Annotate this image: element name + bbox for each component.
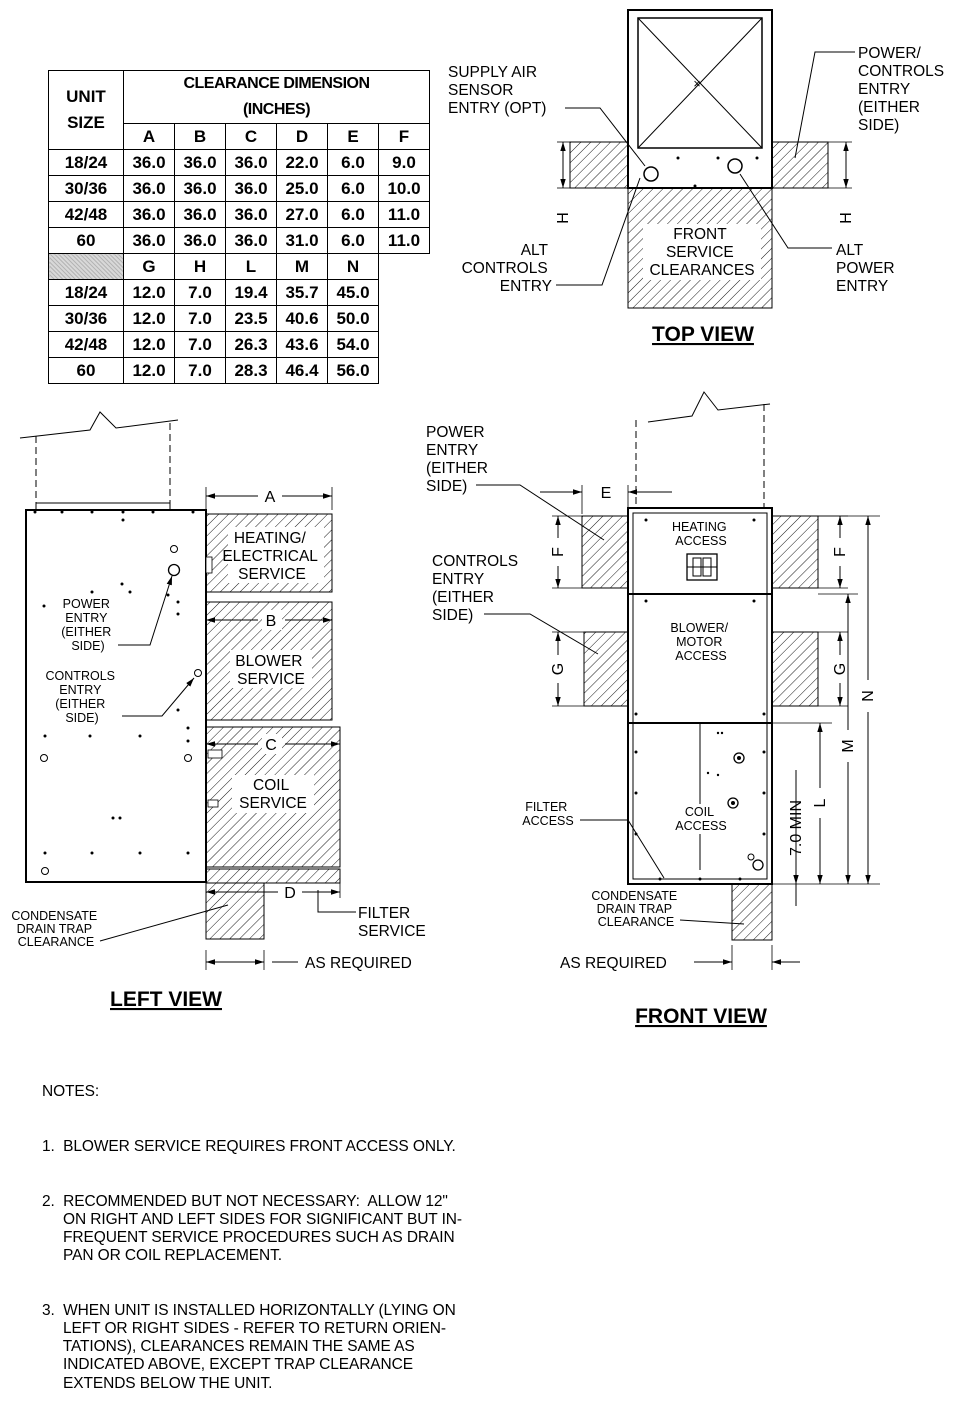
coil-service-label: COIL SERVICE bbox=[239, 777, 307, 812]
column-header-d: D bbox=[277, 124, 328, 150]
alt-power-entry-label: ALT POWER ENTRY bbox=[836, 242, 895, 295]
value-cell: 7.0 bbox=[175, 332, 226, 358]
left-condensate-clearance-area bbox=[206, 883, 264, 939]
front-condensate-label: CONDENSATE DRAIN TRAP CLEARANCE bbox=[591, 889, 678, 929]
front-view bbox=[426, 392, 880, 1028]
value-cell: 45.0 bbox=[328, 280, 379, 306]
value-cell: 40.6 bbox=[277, 306, 328, 332]
value-cell: 11.0 bbox=[379, 228, 430, 254]
column-header-l: L bbox=[226, 254, 277, 280]
top-right-clearance bbox=[772, 142, 828, 188]
column-header-f: F bbox=[379, 124, 430, 150]
value-cell: 36.0 bbox=[175, 150, 226, 176]
front-service-clearances-label: FRONT SERVICE CLEARANCES bbox=[649, 226, 755, 279]
column-header-b: B bbox=[175, 124, 226, 150]
column-header-e: E bbox=[328, 124, 379, 150]
unit-size-cell: 42/48 bbox=[49, 202, 124, 228]
value-cell: 6.0 bbox=[328, 202, 379, 228]
column-header-c: C bbox=[226, 124, 277, 150]
left-power-entry-label: POWER ENTRY (EITHER SIDE) bbox=[61, 597, 112, 653]
unit-size-cell: 60 bbox=[49, 228, 124, 254]
value-cell: 26.3 bbox=[226, 332, 277, 358]
value-cell: 36.0 bbox=[226, 150, 277, 176]
note-3: 3. WHEN UNIT IS INSTALLED HORIZONTALLY (LYING ON LEFT OR RIGHT SIDES - REFER TO RETURN ORIEN- TATIONS), CLEARANCES REMAIN THE SAME AS INDICATED ABOVE, EXCEPT TRAP CLEARANCE EXTENDS BELOW THE UNIT. bbox=[42, 1301, 456, 1392]
value-cell: 12.0 bbox=[124, 306, 175, 332]
value-cell: 6.0 bbox=[328, 228, 379, 254]
front-controls-entry-label: CONTROLS ENTRY (EITHER SIDE) bbox=[432, 553, 519, 624]
value-cell: 43.6 bbox=[277, 332, 328, 358]
value-cell: 36.0 bbox=[175, 228, 226, 254]
value-cell: 36.0 bbox=[175, 176, 226, 202]
front-condensate-clearance-area bbox=[732, 884, 772, 940]
value-cell: 10.0 bbox=[379, 176, 430, 202]
filter-service-area bbox=[206, 869, 340, 883]
column-header-n: N bbox=[328, 254, 379, 280]
dim-7-min: 7.0 MIN bbox=[788, 799, 805, 857]
value-cell: 7.0 bbox=[175, 358, 226, 384]
left-as-required-label: AS REQUIRED bbox=[305, 955, 412, 972]
dim-h-left: H bbox=[555, 212, 572, 224]
unit-size-cell: 60 bbox=[49, 358, 124, 384]
front-right-power-clearance bbox=[772, 516, 818, 588]
value-cell: 12.0 bbox=[124, 332, 175, 358]
dim-g-left: G bbox=[550, 662, 567, 676]
value-cell: 36.0 bbox=[124, 228, 175, 254]
value-cell: 36.0 bbox=[124, 176, 175, 202]
unit-size-cell: 30/36 bbox=[49, 176, 124, 202]
unit-size-cell: 18/24 bbox=[49, 150, 124, 176]
notes-heading: NOTES: bbox=[42, 1083, 100, 1101]
front-power-entry-label: POWER ENTRY (EITHER SIDE) bbox=[426, 424, 488, 495]
value-cell: 31.0 bbox=[277, 228, 328, 254]
blower-motor-access-label: BLOWER/ MOTOR ACCESS bbox=[670, 621, 729, 663]
svg-text:×: × bbox=[693, 77, 701, 91]
alt-controls-entry-label: ALT CONTROLS ENTRY bbox=[461, 242, 552, 295]
dim-d: D bbox=[284, 885, 296, 902]
filter-service-label: FILTER SERVICE bbox=[358, 905, 426, 940]
top-view-title: TOP VIEW bbox=[652, 323, 754, 346]
left-view bbox=[11, 412, 425, 1011]
value-cell: 36.0 bbox=[226, 176, 277, 202]
top-unit-outline bbox=[628, 10, 772, 188]
value-cell: 12.0 bbox=[124, 358, 175, 384]
coil-access-label: COIL ACCESS bbox=[675, 805, 727, 833]
front-right-controls-clearance bbox=[772, 632, 818, 706]
alt-power-entry-hole bbox=[728, 159, 742, 173]
value-cell: 27.0 bbox=[277, 202, 328, 228]
sensor-entry-hole bbox=[644, 167, 658, 181]
value-cell: 56.0 bbox=[328, 358, 379, 384]
heating-access-label: HEATING ACCESS bbox=[671, 520, 727, 548]
value-cell: 7.0 bbox=[175, 306, 226, 332]
filter-access-label: FILTER ACCESS bbox=[522, 800, 574, 828]
note-1: 1. BLOWER SERVICE REQUIRES FRONT ACCESS ONLY. bbox=[42, 1138, 456, 1156]
column-header-h: H bbox=[175, 254, 226, 280]
value-cell: 35.7 bbox=[277, 280, 328, 306]
dim-l: L bbox=[812, 798, 829, 808]
top-view bbox=[448, 10, 948, 346]
clearance-dimension-header: CLEARANCE DIMENSION (INCHES) bbox=[124, 71, 430, 124]
value-cell: 36.0 bbox=[124, 202, 175, 228]
value-cell: 28.3 bbox=[226, 358, 277, 384]
value-cell: 6.0 bbox=[328, 176, 379, 202]
value-cell: 36.0 bbox=[175, 202, 226, 228]
left-condensate-label: CONDENSATE DRAIN TRAP CLEARANCE bbox=[11, 909, 98, 949]
front-as-required-label: AS REQUIRED bbox=[560, 955, 667, 972]
column-header-a: A bbox=[124, 124, 175, 150]
dim-e: E bbox=[600, 485, 612, 502]
value-cell: 9.0 bbox=[379, 150, 430, 176]
column-header-m: M bbox=[277, 254, 328, 280]
dim-m: M bbox=[840, 739, 857, 753]
value-cell: 25.0 bbox=[277, 176, 328, 202]
unit-size-cell: 18/24 bbox=[49, 280, 124, 306]
dim-c: C bbox=[265, 737, 277, 754]
dim-g-right: G bbox=[832, 662, 849, 676]
dim-f-right: F bbox=[832, 547, 849, 557]
value-cell: 12.0 bbox=[124, 280, 175, 306]
front-view-title: FRONT VIEW bbox=[635, 1005, 767, 1028]
unit-size-header: UNIT SIZE bbox=[49, 71, 124, 150]
dim-b: B bbox=[265, 613, 277, 630]
value-cell: 7.0 bbox=[175, 280, 226, 306]
left-controls-entry-label: CONTROLS ENTRY (EITHER SIDE) bbox=[45, 669, 115, 725]
value-cell: 6.0 bbox=[328, 150, 379, 176]
value-cell: 19.4 bbox=[226, 280, 277, 306]
heating-electrical-service-label: HEATING/ ELECTRICAL SERVICE bbox=[222, 530, 318, 583]
front-left-power-clearance bbox=[582, 516, 628, 588]
value-cell: 23.5 bbox=[226, 306, 277, 332]
value-cell: 11.0 bbox=[379, 202, 430, 228]
value-cell: 50.0 bbox=[328, 306, 379, 332]
dim-n: N bbox=[860, 690, 877, 702]
value-cell: 46.4 bbox=[277, 358, 328, 384]
value-cell: 54.0 bbox=[328, 332, 379, 358]
value-cell: 36.0 bbox=[226, 202, 277, 228]
notes-block bbox=[42, 1047, 462, 1411]
value-cell: 36.0 bbox=[124, 150, 175, 176]
value-cell: 22.0 bbox=[277, 150, 328, 176]
dim-h-right: H bbox=[838, 212, 855, 224]
dim-f-left: F bbox=[550, 547, 567, 557]
unit-size-cell: 42/48 bbox=[49, 332, 124, 358]
left-view-title: LEFT VIEW bbox=[110, 988, 222, 1011]
value-cell: 36.0 bbox=[226, 228, 277, 254]
column-header-g: G bbox=[124, 254, 175, 280]
dim-a: A bbox=[264, 489, 276, 506]
supply-air-sensor-label: SUPPLY AIR SENSOR ENTRY (OPT) bbox=[448, 64, 547, 117]
blower-service-label: BLOWER SERVICE bbox=[235, 653, 305, 688]
note-2: 2. RECOMMENDED BUT NOT NECESSARY: ALLOW 12" ON RIGHT AND LEFT SIDES FOR SIGNIFICANT BUT IN- FREQUENT SERVICE PROCEDURES SUCH AS DRAIN PAN OR COIL REPLACEMENT. bbox=[42, 1192, 462, 1265]
top-left-clearance bbox=[570, 142, 628, 188]
front-left-controls-clearance bbox=[584, 632, 628, 706]
unit-size-cell: 30/36 bbox=[49, 306, 124, 332]
power-controls-entry-label: POWER/ CONTROLS ENTRY (EITHER SIDE) bbox=[858, 45, 945, 134]
